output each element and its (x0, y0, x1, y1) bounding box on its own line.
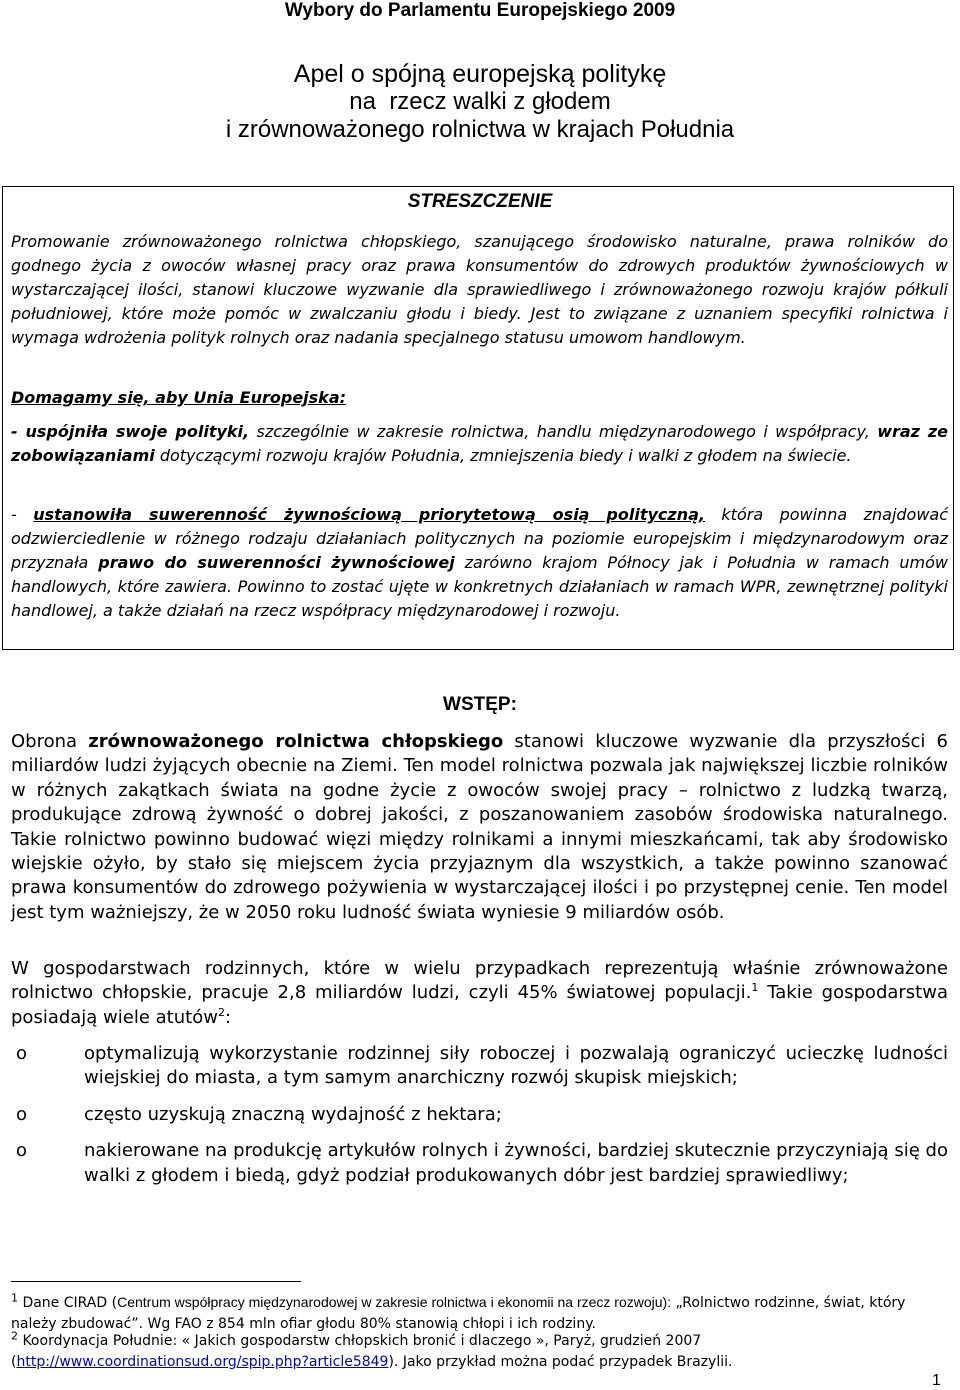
intro-heading: WSTĘP: (443, 694, 517, 715)
footnote-2-link[interactable]: http://www.coordinationsud.org/spip.php?article5849 (16, 1354, 389, 1370)
summary-point-1 (11, 420, 948, 468)
footnote-ref-1[interactable]: 1 (751, 981, 759, 995)
footnote-2-number: 2 (11, 1329, 18, 1343)
bullet-marker: o (16, 1140, 28, 1162)
footnote-1-text-a: Dane CIRAD ( (18, 1295, 118, 1311)
point2-text-2: zarówno krajom Północy jak i Południa w ramach umów handlowych, które zawiera. Powinno to zostać ujęte w konkretnych działaniach w ramach WPR, zewnętrznej polityki handlowej, a także działań na rzecz współpracy międzynarodowej i rozwoju. (11, 553, 949, 620)
point2-bold-1: ustanowiła suwerenność żywnościową priorytetową osią polityczną, (33, 505, 705, 524)
point1-bold-1: - uspójniła swoje polityki, (11, 422, 250, 441)
list-item-text: nakierowane na produkcję artykułów rolnych i żywności, bardziej skutecznie przyczyniają się do walki z głodem i biedą, gdyż podział produkowanych dóbr jest bardziej sprawiedliwy; (84, 1140, 948, 1186)
list-item (11, 1042, 948, 1091)
p1-start: Obrona (11, 731, 89, 752)
p1-rest: stanowi kluczowe wyzwanie dla przyszłości 6 miliardów ludzi żyjących obecnie na Ziemi. Ten model rolnictwa pozwala jak największej liczbie rolników w różnych zakątkach świata na godne życie z owoców swojej pracy – rolnictwo z ludzką twarzą, produkujące zdrową żywność o dobrej jakości, z poszanowaniem zasobów środowiska naturalnego. Takie rolnictwo powinno budować więzi między rolnikami a innymi mieszkańcami, tak aby środowisko wiejskie ożyło, by stało się miejscem życia przyjaznym dla wszystkich, a także powinno szanować prawa konsumentów do zdrowego pożywienia w wystarczającej ilości i po przystępnej cenie. Ten model jest tym ważniejszy, że w 2050 roku ludność świata wyniesie 9 miliardów osób. (11, 731, 948, 923)
footnote-2 (11, 1331, 948, 1373)
point1-text-2: dotyczącymi rozwoju krajów Południa, zmniejszenia biedy i walki z głodem na świecie. (154, 446, 852, 465)
title-line-3: i zrównoważonego rolnictwa w krajach Południa (225, 116, 735, 143)
bullet-marker: o (16, 1103, 28, 1125)
title-line-1: Apel o spójną europejską politykę (293, 60, 667, 88)
footnote-1-text-c: „Rolnictwo rodzinne, świat, który należy zbudować”. Wg FAO z 854 mln ofiar głodu 80% stanowią chłopi i ich rodziny. (11, 1295, 906, 1332)
list-item (11, 1139, 948, 1188)
bullet-marker: o (16, 1043, 28, 1064)
p2-part-b: Takie gospodarstwa posiadają wiele atutów (11, 982, 948, 1028)
point1-text-1: szczególnie w zakresie rolnictwa, handlu międzynarodowego i współpracy, (249, 422, 878, 441)
footnote-1 (11, 1292, 948, 1335)
footnote-1-number: 1 (11, 1291, 18, 1305)
intro-paragraph-2 (11, 957, 948, 1030)
summary-heading: STRESZCZENIE (407, 191, 553, 212)
intro-paragraph-1 (11, 730, 948, 925)
document-header: Wybory do Parlamentu Europejskiego 2009 (284, 0, 676, 21)
footnote-1-text-b: Centrum współpracy międzynarodowej w zakresie rolnictwa i ekonomii na rzecz rozwoju): (117, 1294, 672, 1310)
list-item (11, 1103, 948, 1127)
p1-bold: zrównoważonego rolnictwa chłopskiego (88, 731, 504, 752)
footnote-divider (11, 1281, 301, 1282)
point1-bold-2: wraz ze zobowiązaniami (11, 422, 949, 465)
footnote-2-text-b: ). Jako przykład można podać przypadek Brazylii. (388, 1354, 733, 1370)
summary-intro: Promowanie zrównoważonego rolnictwa chłopskiego, szanującego środowisko naturalne, prawa rolników do godnego życia z owoców własnej pracy oraz prawa konsumentów do zdrowych produktów żywnościowych w wystarczającej ilości, stanowi kluczowe wyzwanie dla sprawiedliwego i zrównoważonego rozwoju krajów półkuli południowej, które może pomóc w zwalczaniu głodu i biedy. Jest to związane z uznaniem specyfiki rolnictwa i wymaga wdrożenia polityk rolnych oraz nadania specjalnego statusu umowom handlowym. (11, 232, 948, 347)
footnote-2-text-a: Koordynacja Południe: « Jakich gospodarstw chłopskich bronić i dlaczego », Paryż, grudzień 2007 ( (11, 1333, 702, 1370)
title-line-2: na rzecz walki z głodem (349, 88, 611, 115)
point2-dash: - (11, 505, 34, 524)
document-title (0, 60, 960, 144)
footnote-ref-2[interactable]: 2 (217, 1005, 225, 1019)
advantages-list (11, 1042, 948, 1200)
point2-bold-2: prawo do suwerenności żywnościowej (98, 553, 455, 572)
point2-text-1: która powinna znajdować odzwierciedlenie w różnego rodzaju działaniach politycznych na poziomie europejskim i międzynarodowym oraz przyznała (11, 505, 949, 572)
list-item-text: optymalizują wykorzystanie rodzinnej siły roboczej i pozwalają ograniczyć ucieczkę ludności wiejskiej do miasta, a tym samym anarchiczny rozwój skupisk miejskich; (84, 1043, 948, 1089)
p2-part-a: W gospodarstwach rodzinnych, które w wielu przypadkach reprezentują właśnie zrównoważone rolnictwo chłopskie, pracuje 2,8 miliardów ludzi, czyli 45% światowej populacji. (11, 958, 948, 1004)
list-item-text: często uzyskują znaczną wydajność z hektara; (84, 1103, 502, 1125)
page-number: 1 (932, 1372, 941, 1389)
summary-point-2 (11, 503, 948, 623)
demand-label: Domagamy się, aby Unia Europejska: (11, 388, 347, 407)
p2-part-c: : (224, 1006, 232, 1028)
